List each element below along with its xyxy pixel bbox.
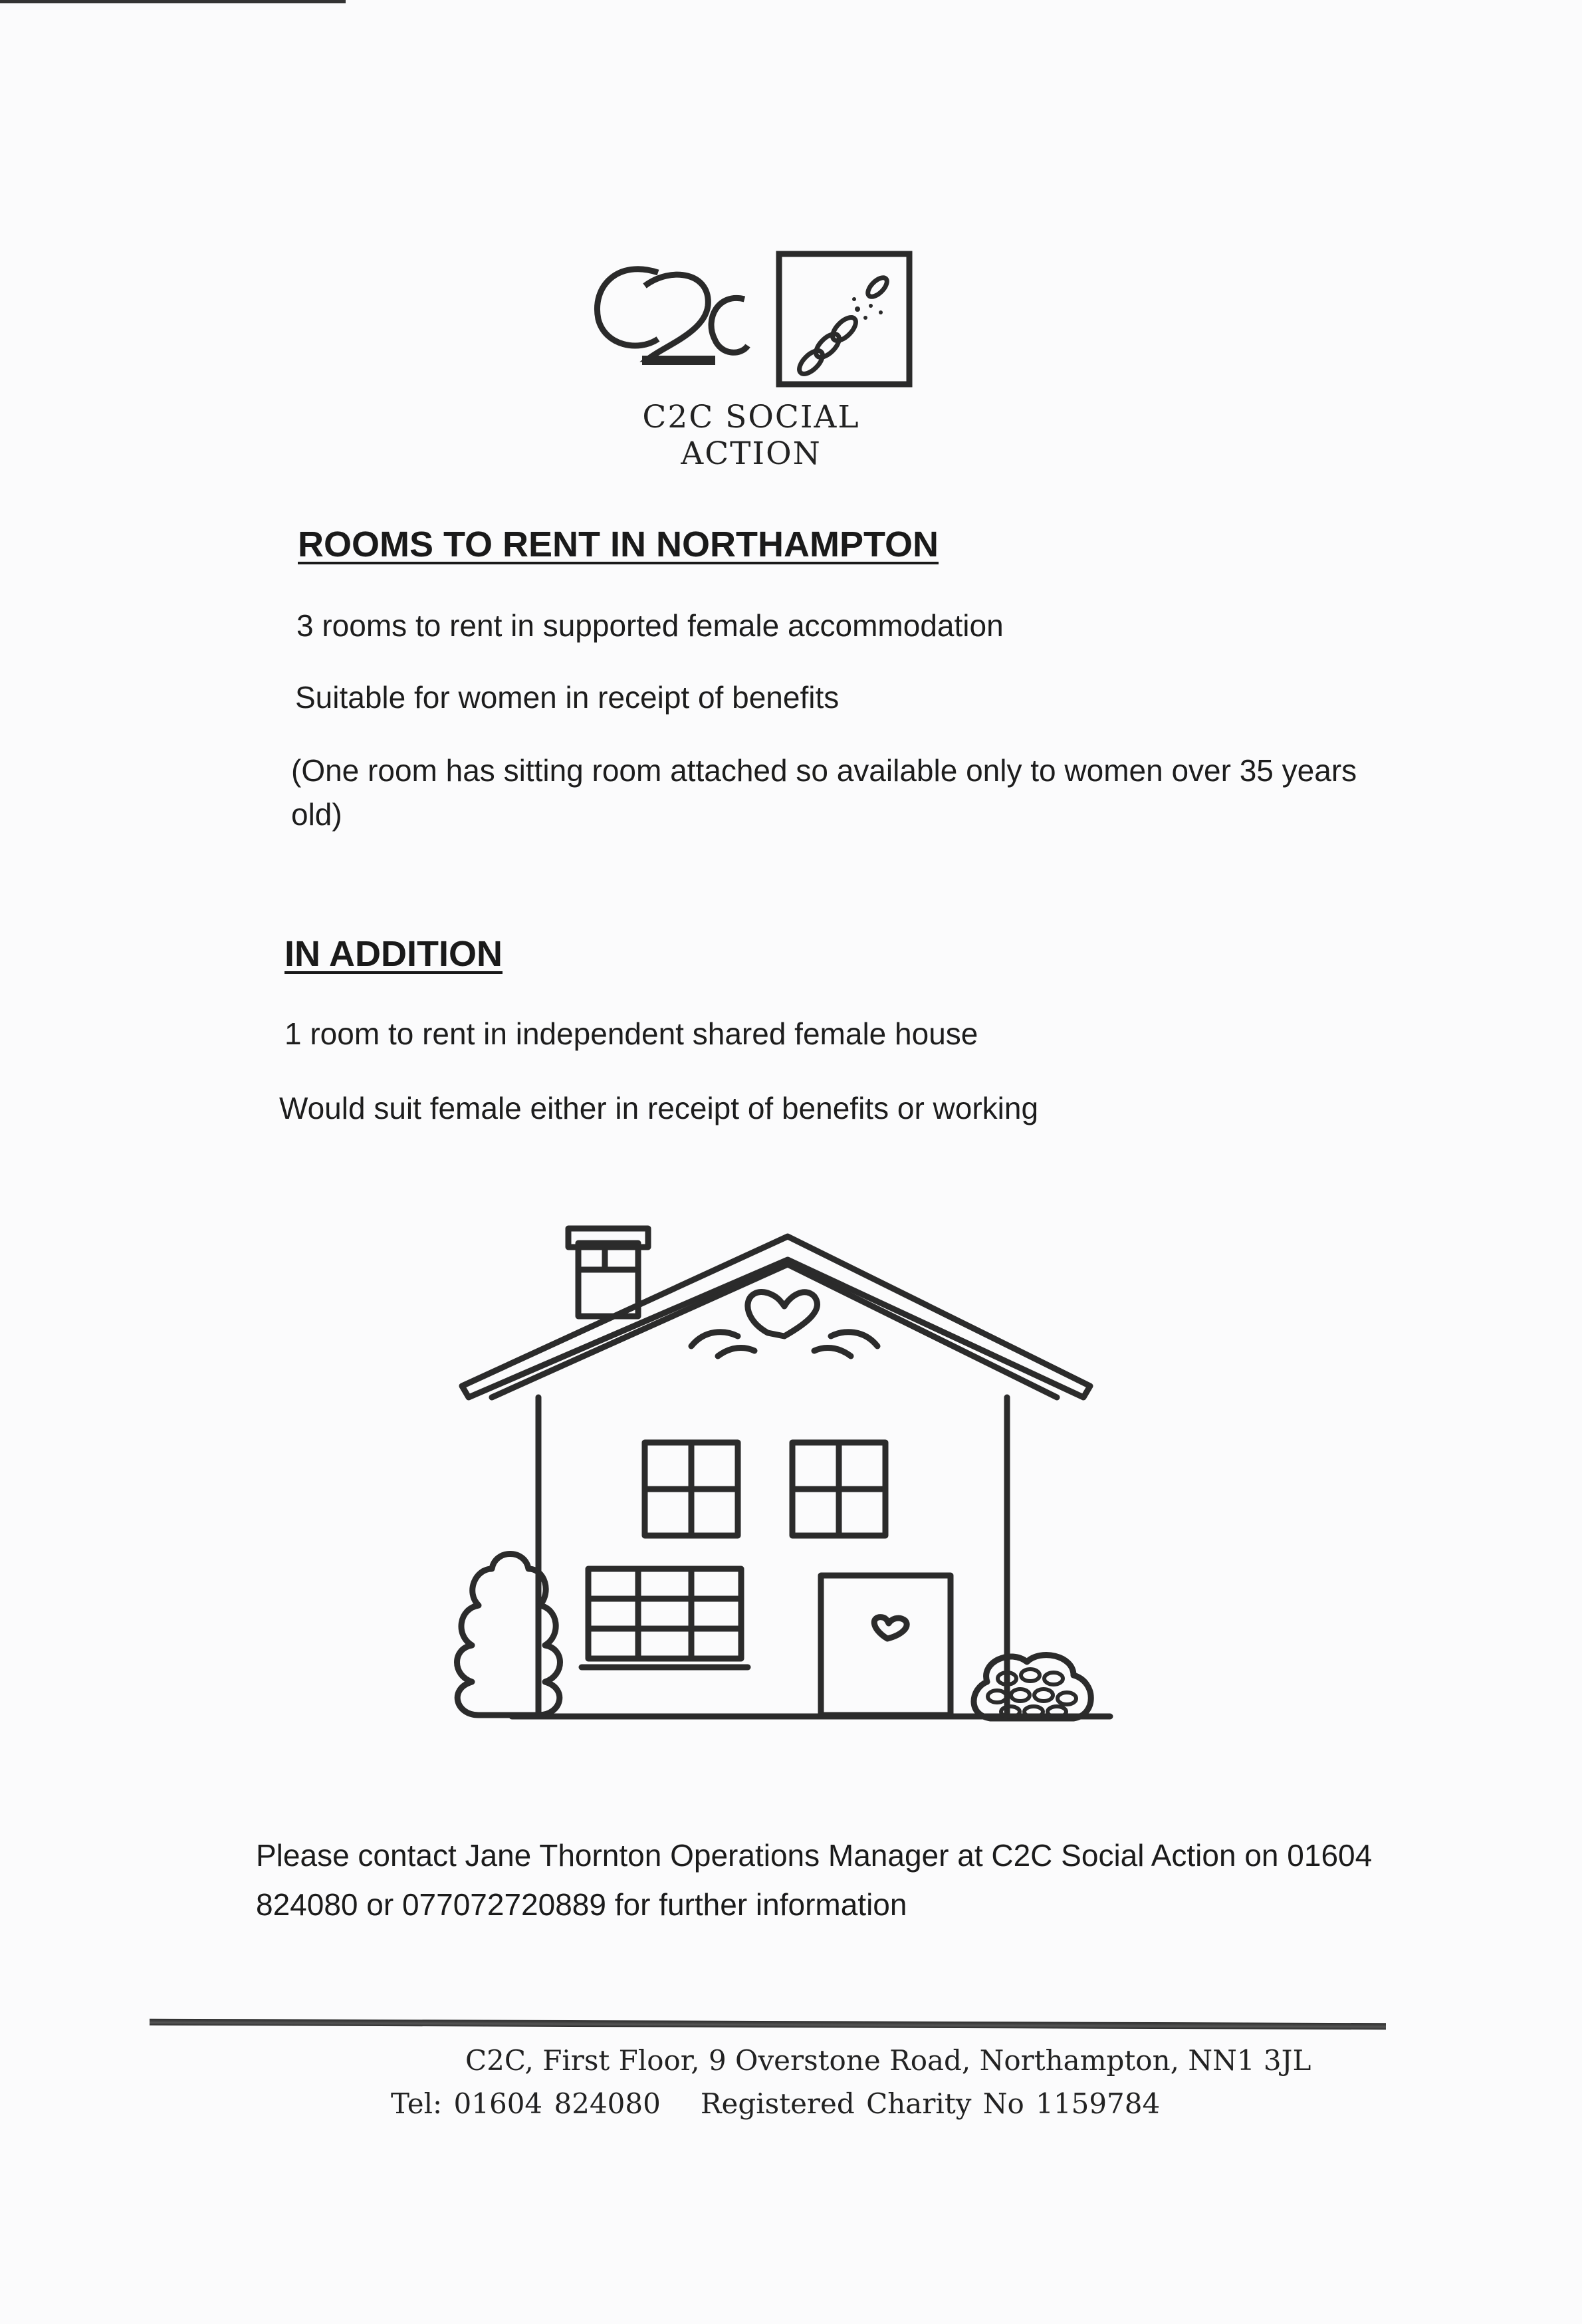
addition-line-1: 1 room to rent in independent shared female house [284,1016,978,1051]
addition-heading: IN ADDITION [284,934,503,974]
rooms-heading: ROOMS TO RENT IN NORTHAMPTON [298,524,939,564]
top-edge-line [0,0,346,3]
organization-name: C2C SOCIAL ACTION [642,399,860,472]
rooms-line-2: Suitable for women in receipt of benefits [295,680,840,715]
rooms-line-1: 3 rooms to rent in supported female accommodation [296,608,1004,643]
footer-address: C2C, First Floor, 9 Overstone Road, Northampton, NN1 3JL [465,2044,1311,2077]
footer-tel: Tel: 01604 824080 [391,2087,661,2120]
footer-contact-line [391,2087,1160,2120]
rooms-line-3: (One room has sitting room attached so available only to women over 35 years old) [291,753,1357,832]
addition-line-2: Would suit female either in receipt of benefits or working [279,1091,1039,1125]
footer-charity-number: Registered Charity No 1159784 [700,2087,1161,2120]
contact-info: Please contact Jane Thornton Operations Manager at C2C Social Action on 01604 824080 or 077072720889 for further information [256,1838,1373,1922]
footer-divider [150,2019,1386,2030]
house-icon [425,1223,1130,1742]
